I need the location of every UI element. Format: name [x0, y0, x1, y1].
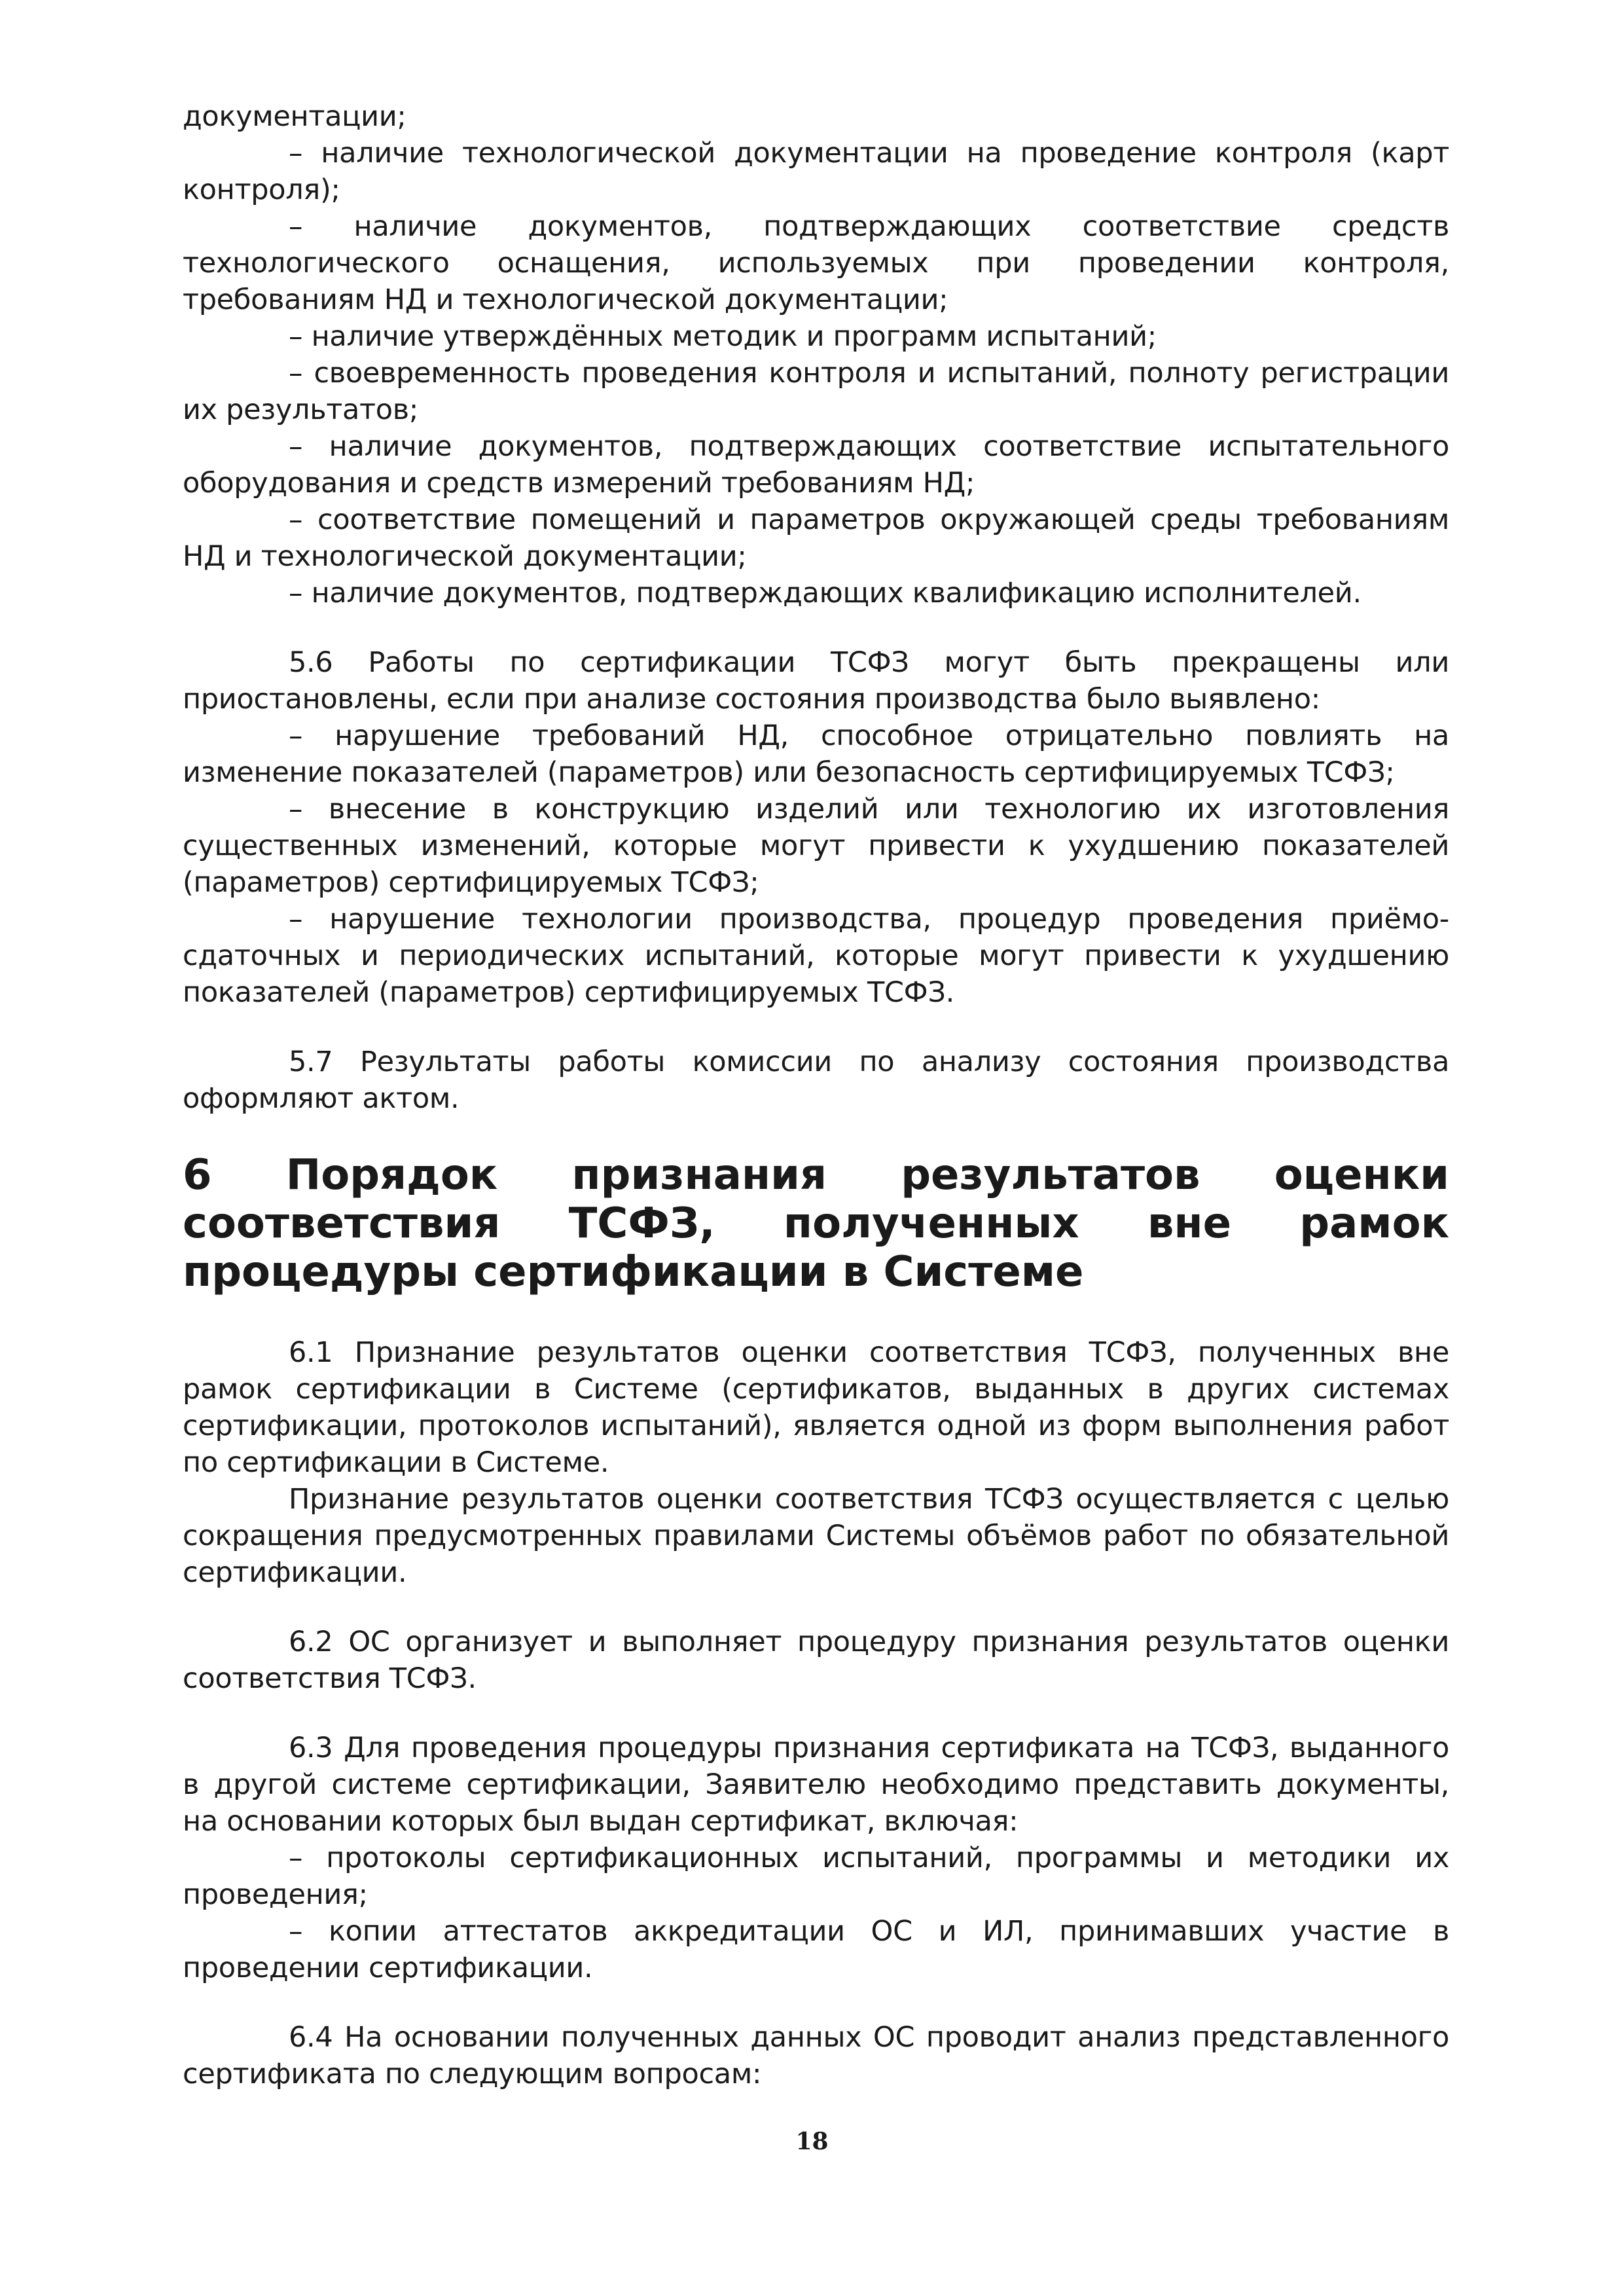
list-item: – своевременность проведения контроля и испытаний, полноту регистрации их результатов; — [183, 357, 1449, 426]
list-item: – нарушение технологии производства, процедур проведения приёмо-сдаточных и периодических испытаний, которые могут привести к ухудшению показателей (параметров) сертифицируемых ТСФЗ. — [183, 903, 1449, 1009]
spacer — [183, 611, 1449, 644]
paragraph-6-2: 6.2 ОС организует и выполняет процедуру признания результатов оценки соответствия ТСФЗ. — [183, 1626, 1449, 1695]
spacer — [183, 1011, 1449, 1044]
list-item: – нарушение требований НД, способное отрицательно повлиять на изменение показателей (параметров) или безопасность сертифицируемых ТСФЗ; — [183, 720, 1449, 789]
spacer — [183, 1986, 1449, 2019]
list-item: – наличие документов, подтверждающих соответствие средств технологического оснащения, используемых при проведении контроля, требованиям НД и технологической документации; — [183, 210, 1449, 316]
spacer — [183, 1697, 1449, 1730]
list-item: – наличие утверждённых методик и программ испытаний; — [289, 320, 1157, 353]
paragraph-6-1-second: Признание результатов оценки соответствия ТСФЗ осуществляется с целью сокращения предусмотренных правилами Системы объёмов работ по обязательной сертификации. — [183, 1483, 1449, 1589]
paragraph-6-4: 6.4 На основании полученных данных ОС проводит анализ представленного сертификата по следующим вопросам: — [183, 2021, 1449, 2090]
list-item: – наличие технологической документации на проведение контроля (карт контроля); — [183, 137, 1449, 206]
list-item: – наличие документов, подтверждающих квалификацию исполнителей. — [289, 577, 1362, 610]
page-content — [183, 98, 1449, 2092]
continued-text: документации; — [183, 100, 406, 133]
list-item: – копии аттестатов аккредитации ОС и ИЛ, принимавших участие в проведении сертификации. — [183, 1915, 1449, 1984]
section-6-heading: 6 Порядок признания результатов оценки соответствия ТСФЗ, полученных вне рамок процедуры сертификации в Системе — [183, 1151, 1449, 1296]
list-item: – соответствие помещений и параметров окружающей среды требованиям НД и технологической документации; — [183, 503, 1449, 573]
paragraph-5-7: 5.7 Результаты работы комиссии по анализу состояния производства оформляют актом. — [183, 1046, 1449, 1115]
page-number: 18 — [795, 2128, 829, 2155]
list-item: – протоколы сертификационных испытаний, программы и методики их проведения; — [183, 1842, 1449, 1911]
paragraph-5-6: 5.6 Работы по сертификации ТСФЗ могут быть прекращены или приостановлены, если при анализе состояния производства было выявлено: — [183, 646, 1449, 716]
list-item: – внесение в конструкцию изделий или технологию их изготовления существенных изменений, которые могут привести к ухудшению показателей (параметров) сертифицируемых ТСФЗ; — [183, 793, 1449, 899]
paragraph-6-1: 6.1 Признание результатов оценки соответствия ТСФЗ, полученных вне рамок сертификации в Системе (сертификатов, выданных в других системах сертификации, протоколов испытаний), является одной из форм выполнения работ по сертификации в Системе. — [183, 1336, 1449, 1479]
list-item: – наличие документов, подтверждающих соответствие испытательного оборудования и средств измерений требованиям НД; — [183, 430, 1449, 500]
spacer — [183, 1591, 1449, 1624]
paragraph-6-3: 6.3 Для проведения процедуры признания сертификата на ТСФЗ, выданного в другой системе сертификации, Заявителю необходимо представить документы, на основании которых был выдан сертификат, включая: — [183, 1732, 1449, 1838]
